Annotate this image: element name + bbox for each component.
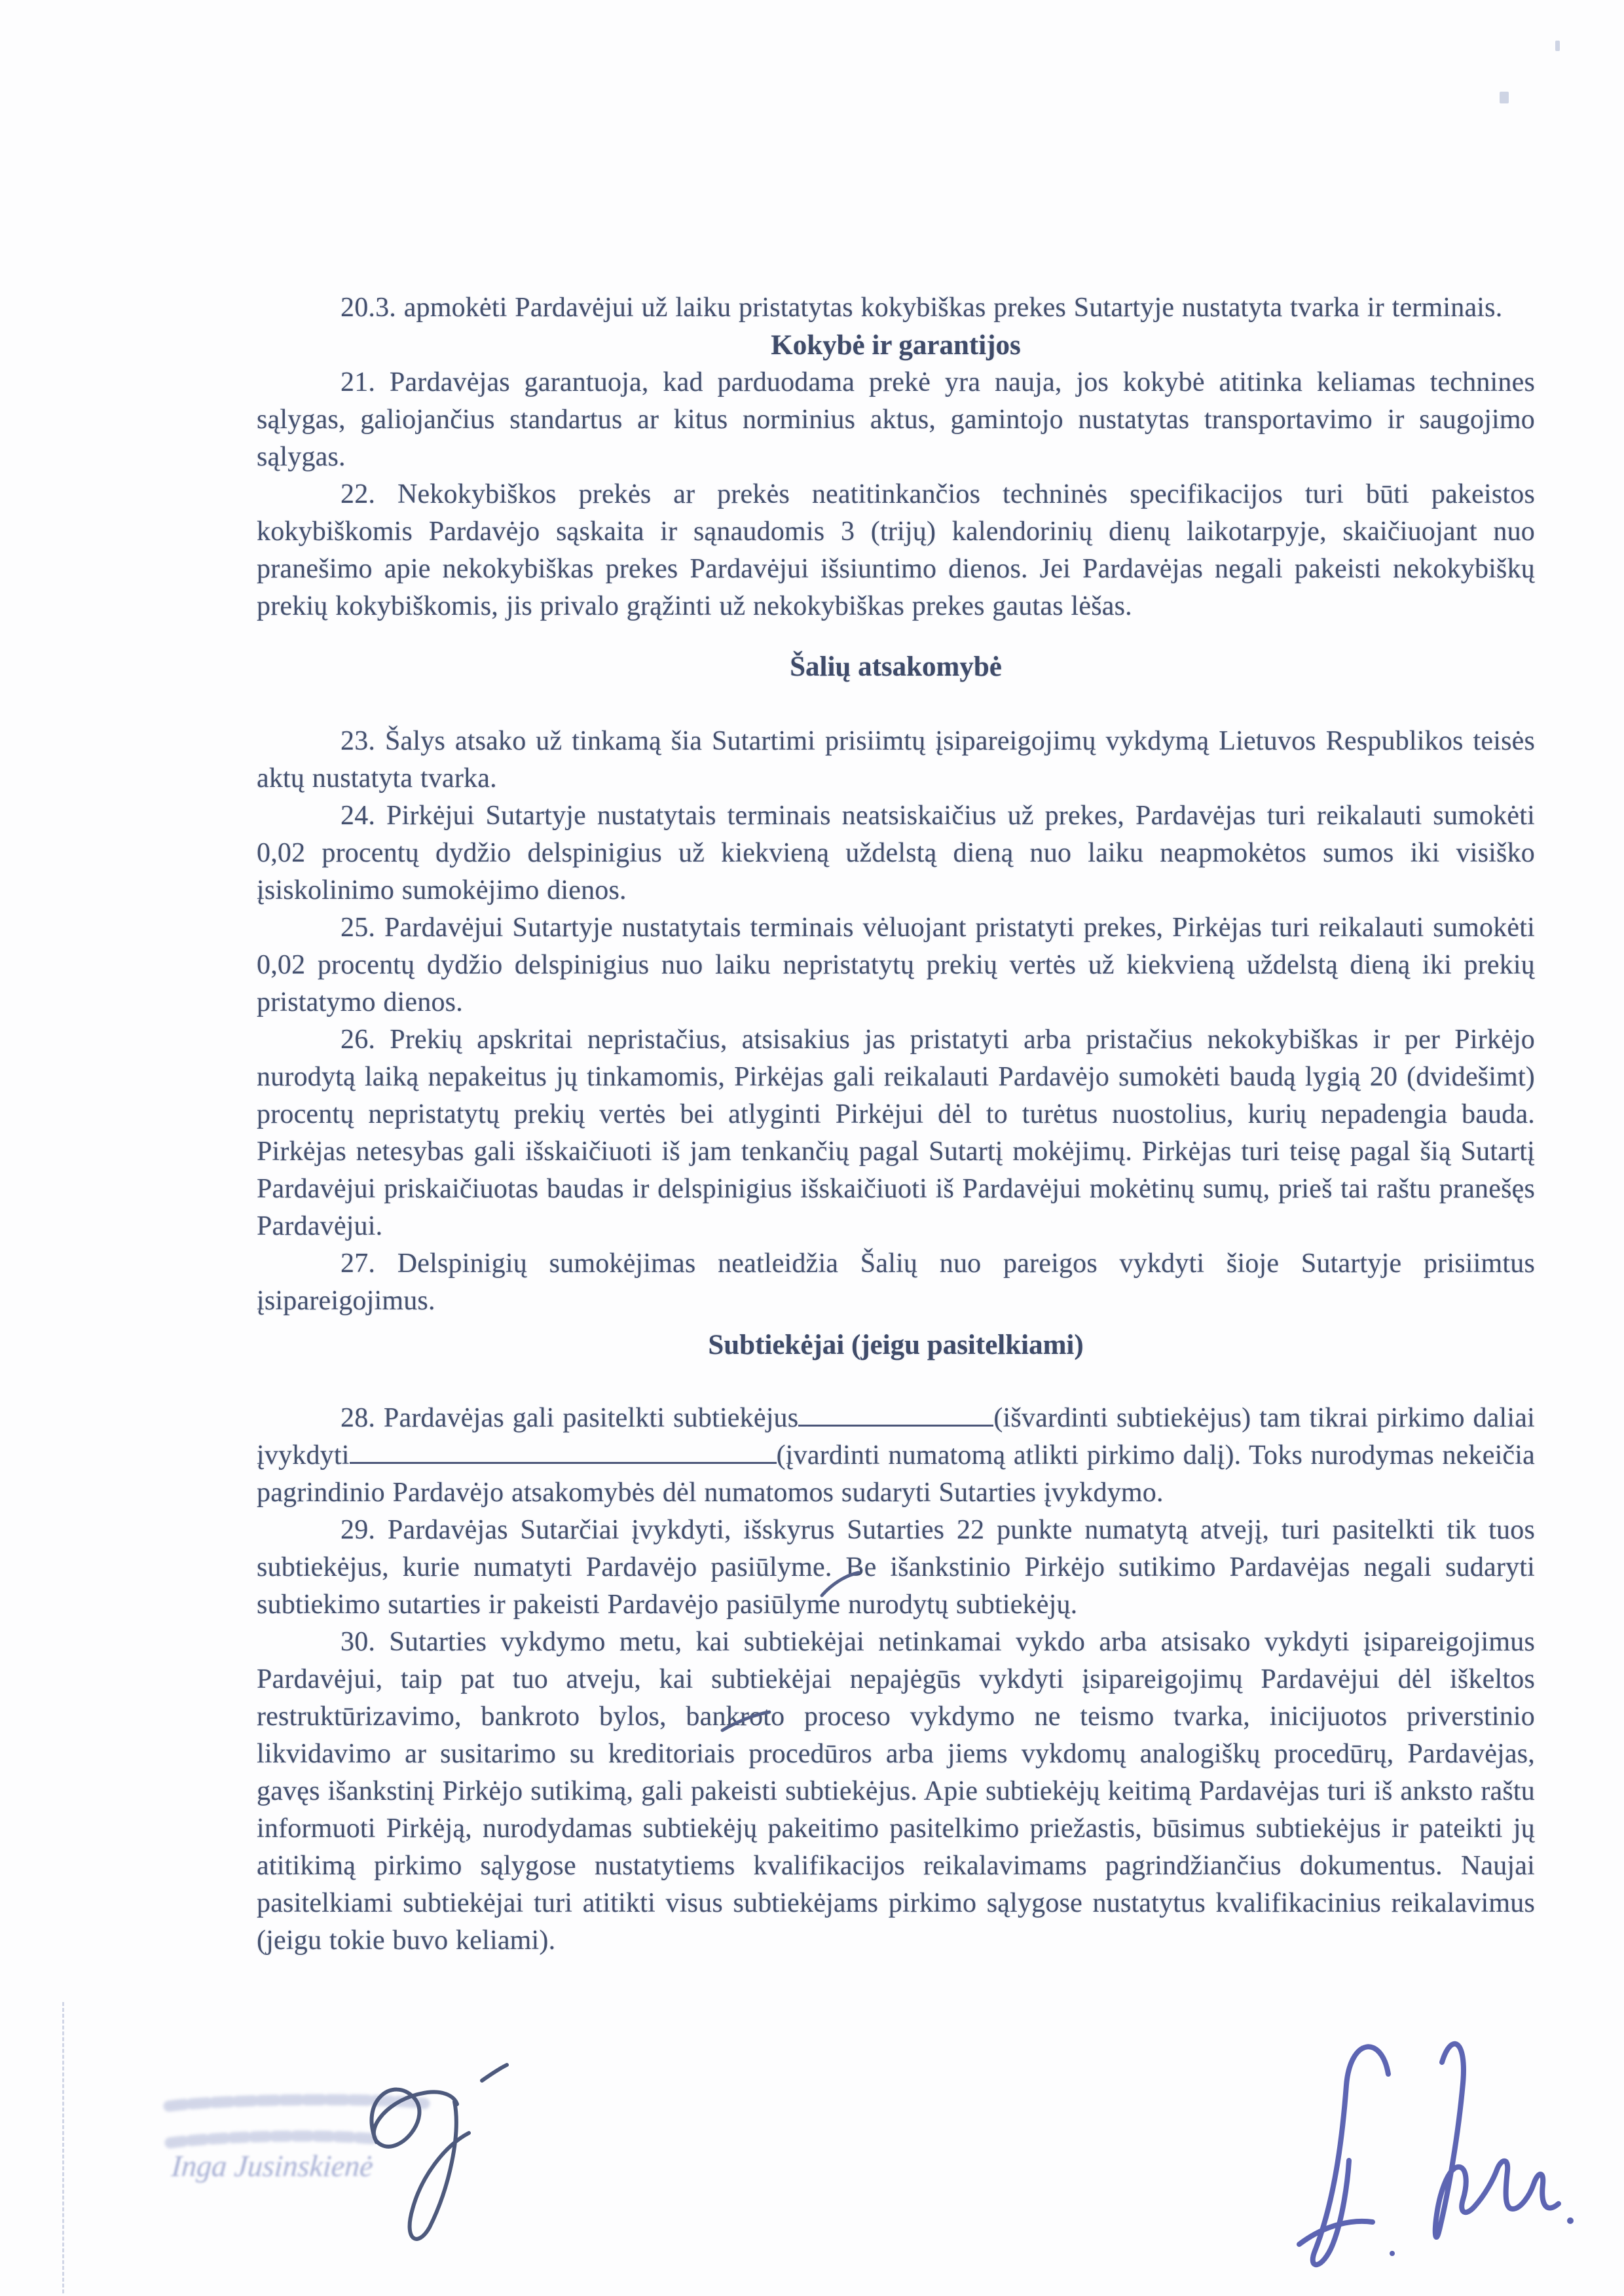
clause-25: 25. Pardavėjui Sutartyje nustatytais terminais vėluojant pristatyti prekes, Pirkėjas turi reikalauti sumokėti 0,02 procentų dydžio delspinigius nuo laiku nepristatytų prekių vertės už kiekvieną uždelstą dieną iki prekių pristatymo dienos. [257,913,1535,1017]
blank-line-subcontractors[interactable] [798,1424,993,1427]
clause-26: 26. Prekių apskritai nepristačius, atsisakius jas pristatyti arba pristačius nekokybiškas ir per Pirkėjo nurodytą laiką nepakeitus jų tinkamomis, Pirkėjas gali reikalauti Pardavėjo sumokėti baudą lygią 20 (dvidešimt) procentų nepristatytų prekių vertės bei atlyginti Pirkėjui dėl to turėtus nuostolius, kurių nepadengia bauda. Pirkėjas netesybas gali išskaičiuoti iš jam tenkančių pagal Sutartį mokėjimų. Pirkėjas turi teisę pagal šią Sutartį Pardavėjui priskaičiuotas baudas ir delspinigius išskaičiuoti iš Pardavėjui mokėtinų sumų, prieš tai raštu pranešęs Pardavėjui. [257,1025,1535,1241]
clause-28-lead: 28. Pardavėjas gali pasitelkti subtiekėjus [341,1403,799,1433]
clause-28-note2: (įvardinti numatomą atlikti pirkimo dalį). Toks nurodymas nekeičia pagrindinio Pardavėjo atsakomybės dėl numatomos sudaryti Sutarties įvykdymo. [257,1440,1535,1508]
pen-tick-mark [717,1705,776,1735]
clause-30: 30. Sutarties vykdymo metu, kai subtiekėjai netinkamai vykdo arba atsisako vykdyti įsipareigojimus Pardavėjui, taip pat tuo atveju, kai subtiekėjai nepajėgūs vykdyti įsipareigojimų Pardavėjui dėl iškeltos restruktūrizavimo, bankroto bylos, bankroto proceso vykdymo ne teismo tvarka, inicijuotos priverstinio likvidavimo ar susitarimo su kreditoriais procedūros arba jiems vykdomų analogiškų procedūrų, Pardavėjas, gavęs išankstinį Pirkėjo sutikimą, gali pakeisti subtiekėjus. Apie subtiekėjų keitimą Pardavėjas turi iš anksto raštu informuoti Pirkėją, nurodydamas subtiekėjų pakeitimo pasitelkimo priežastis, būsimus subtiekėjus ir pateikti jų atitikimą pirkimo sąlygose nustatytiems kvalifikacijos reikalavimams pagrindžiančius dokumentus. Naujai pasitelkiami subtiekėjai turi atitikti visus subtiekėjams pirkimo sąlygose nustatytus kvalifikacinius reikalavimus (jeigu tokie buvo keliami). [257,1627,1535,1956]
scan-edge-artifact [62,2002,64,2293]
right-ink-signature [1277,2023,1585,2285]
section-heading-quality: Kokybė ir garantijos [771,330,1021,361]
stamp-name: Inga Jusinskienė [170,2149,375,2183]
contract-body [257,289,1535,1959]
scan-speck [1500,92,1509,103]
clause-23: 23. Šalys atsako už tinkamą šia Sutartimi prisiimtų įsipareigojimų vykdymą Lietuvos Respublikos teisės aktų nustatyta tvarka. [257,726,1535,793]
clause-28 [257,1400,1535,1512]
clause-24: 24. Pirkėjui Sutartyje nustatytais terminais neatsiskaičius už prekes, Pardavėjas turi reikalauti sumokėti 0,02 procentų dydžio delspinigius už kiekvieną uždelstą dieną nuo laiku neapmokėtos sumos iki visiško įsiskolinimo sumokėjimo dienos. [257,801,1535,905]
clause-21: 21. Pardavėjas garantuoja, kad parduodama prekė yra nauja, jos kokybė atitinka keliamas technines sąlygas, galiojančius standartus ar kitus norminius aktus, gamintojo nustatytas transportavimo ir saugojimo sąlygas. [257,367,1535,472]
clause-28-note1: (išvardinti subtiekėjus) tam tikrai pirkimo daliai įvykdyti [257,1403,1535,1470]
pen-tick-mark [815,1568,868,1601]
left-ink-signature [314,2036,524,2259]
clause-20-3: 20.3. apmokėti Pardavėjui už laiku pristatytas kokybiškas prekes Sutartyje nustatyta tvarka ir terminais. [341,293,1503,323]
clause-29: 29. Pardavėjas Sutarčiai įvykdyti, išskyrus Sutarties 22 punkte numatytą atvejį, turi pasitelkti tik tuos subtiekėjus, kurie numatyti Pardavėjo pasiūlyme. Be išankstinio Pirkėjo sutikimo Pardavėjas negali sudaryti subtiekimo sutarties ir pakeisti Pardavėjo pasiūlyme nurodytų subtiekėjų. [257,1515,1535,1620]
section-heading-subcontractors: Subtiekėjai (jeigu pasitelkiami) [708,1330,1084,1360]
clause-22: 22. Nekokybiškos prekės ar prekės neatitinkančios techninės specifikacijos turi būti pakeistos kokybiškomis Pardavėjo sąskaita ir sąnaudomis 3 (trijų) kalendorinių dienų laikotarpyje, skaičiuojant nuo pranešimo apie nekokybiškas prekes Pardavėjui išsiuntimo dienos. Jei Pardavėjas negali pakeisti nekokybiškų prekių kokybiškomis, jis privalo grąžinti už nekokybiškas prekes gautas lėšas. [257,479,1535,621]
scan-speck [1555,41,1560,51]
clause-27: 27. Delspinigių sumokėjimas neatleidžia Šalių nuo pareigos vykdyti šioje Sutartyje prisiimtus įsipareigojimus. [257,1248,1535,1316]
section-heading-liability: Šalių atsakomybė [790,651,1002,682]
blank-line-purchase-part[interactable] [350,1461,777,1464]
